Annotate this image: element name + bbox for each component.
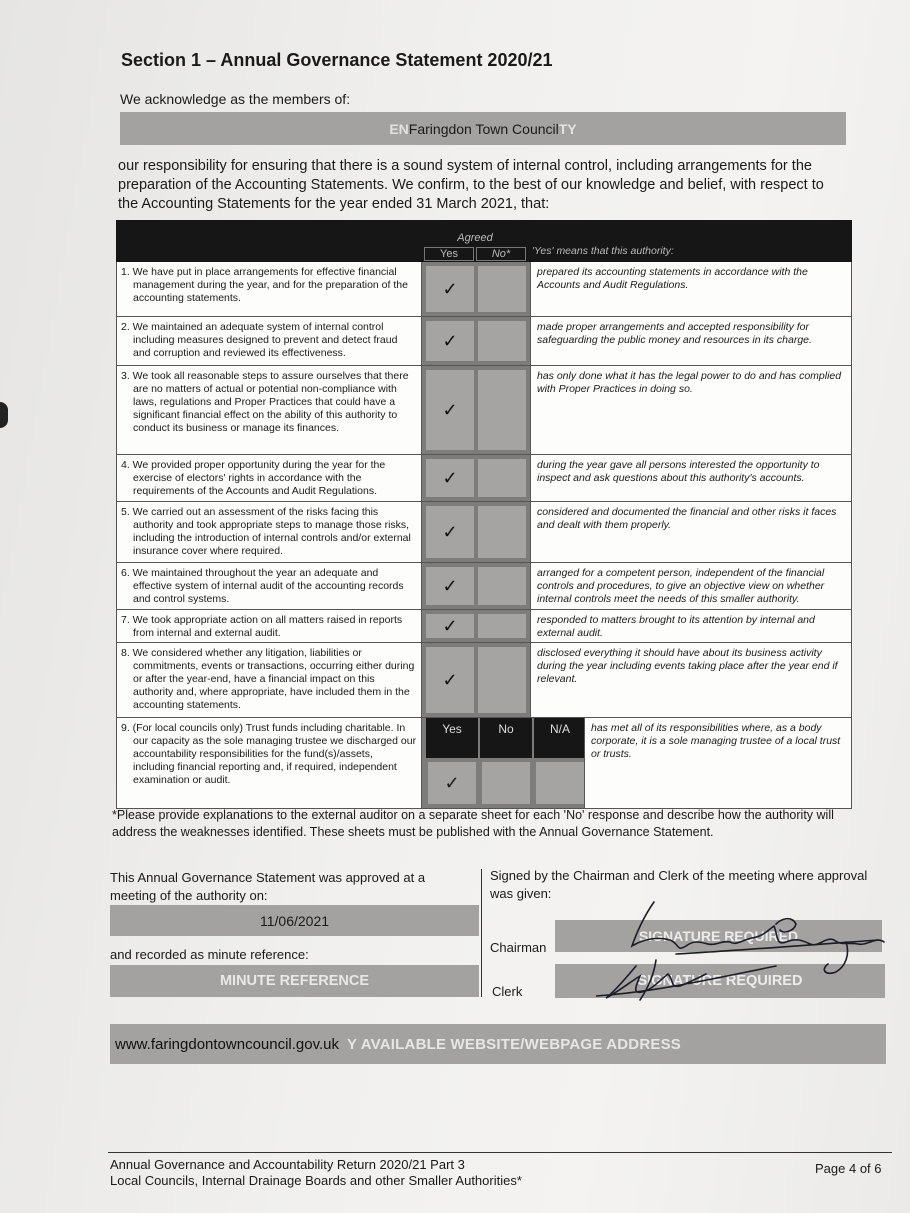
yes-checkbox[interactable]: ✓ — [426, 506, 474, 558]
agreed-header: Agreed — [457, 232, 493, 244]
table-row-trust-funds — [116, 718, 852, 809]
minute-reference-field[interactable] — [110, 965, 479, 997]
footer-divider — [108, 1152, 892, 1153]
means-text: has met all of its responsibilities where, as a body corporate, it is a sole managing trustee of a local trust or trusts. — [584, 718, 852, 808]
means-text: arranged for a competent person, independent of the financial controls and procedures, to give an objective view on whether internal controls meet the needs of this smaller authority. — [530, 563, 852, 609]
approved-text: This Annual Governance Statement was approved at a meeting of the authority on: — [110, 870, 426, 903]
website-url: www.faringdontowncouncil.gov.uk — [115, 1035, 340, 1053]
page-number: Page 4 of 6 — [815, 1161, 882, 1176]
table-row — [116, 502, 852, 563]
table-row — [116, 366, 852, 455]
statement-text: 4. We provided proper opportunity during the year for the exercise of electors' rights in accordance with the requirements of the Accounts and Audit Regulations. — [116, 455, 422, 501]
no-checkbox[interactable] — [478, 266, 526, 312]
means-text: during the year gave all persons interested the opportunity to inspect and ask questions about this authority's accounts. — [530, 455, 852, 501]
means-header: 'Yes' means that this authority: — [532, 245, 674, 257]
means-text: responded to matters brought to its attention by internal and external audit. — [530, 610, 852, 642]
table-row — [116, 262, 852, 317]
trust-no-checkbox[interactable] — [482, 762, 530, 804]
means-text: disclosed everything it should have about its business activity during the year including events taking place after the year end if relevant. — [530, 643, 852, 717]
statement-text: 7. We took appropriate action on all matters raised in reports from internal and external audit. — [116, 610, 422, 642]
footer-text — [110, 1157, 522, 1189]
means-text: prepared its accounting statements in accordance with the Accounts and Audit Regulations. — [530, 262, 852, 316]
meeting-date-value: 11/06/2021 — [259, 912, 330, 929]
no-checkbox[interactable] — [478, 614, 526, 638]
trust-na-checkbox[interactable] — [536, 762, 584, 804]
no-checkbox[interactable] — [478, 506, 526, 558]
entity-faint-right: TY — [558, 120, 577, 137]
table-row — [116, 455, 852, 502]
entity-faint-left: EN — [389, 120, 409, 137]
entity-name-field[interactable] — [120, 112, 846, 145]
yes-checkbox[interactable]: ✓ — [426, 459, 474, 497]
chairman-label: Chairman — [490, 940, 547, 955]
minute-reference-placeholder: MINUTE REFERENCE — [219, 973, 370, 989]
means-text: has only done what it has the legal power to do and has complied with Proper Practices in doing so. — [530, 366, 852, 454]
table-row — [116, 610, 852, 643]
clerk-signature-placeholder: SIGNATURE REQUIRED — [637, 973, 803, 989]
website-field[interactable] — [110, 1024, 886, 1064]
no-checkbox[interactable] — [478, 370, 526, 450]
footer-line-2: Local Councils, Internal Drainage Boards and other Smaller Authorities* — [110, 1173, 522, 1188]
trust-no-header: No — [480, 718, 532, 758]
footnote: *Please provide explanations to the external auditor on a separate sheet for each 'No' response and describe how the authority will address the weaknesses identified. These sheets must be published with the Annual Governance Statement. — [112, 808, 834, 839]
chairman-signature-placeholder: SIGNATURE REQUIRED — [638, 928, 799, 944]
entity-name-value: Faringdon Town Council — [408, 120, 559, 137]
no-checkbox[interactable] — [478, 567, 526, 605]
intro-text: We acknowledge as the members of: — [120, 91, 351, 107]
statement-text: 6. We maintained throughout the year an adequate and effective system of internal audit of the accounting records and control systems. — [116, 563, 422, 609]
no-checkbox[interactable] — [478, 459, 526, 497]
yes-checkbox[interactable]: ✓ — [426, 266, 474, 312]
meeting-date-field[interactable] — [110, 905, 479, 936]
no-checkbox[interactable] — [478, 321, 526, 361]
no-header: No* — [476, 247, 526, 261]
statement-text: 9. (For local councils only) Trust funds including charitable. In our capacity as the sole managing trustee we discharged our accountability responsibilities for the fund(s)/assets, including financial reporting and, if required, independent examination or audit. — [116, 718, 422, 808]
section-title: Section 1 – Annual Governance Statement 2020/21 — [121, 50, 553, 70]
yes-checkbox[interactable]: ✓ — [426, 567, 474, 605]
yes-header: Yes — [424, 247, 474, 261]
means-text: considered and documented the financial and other risks it faces and dealt with them properly. — [530, 502, 852, 562]
statement-text: 5. We carried out an assessment of the risks facing this authority and took appropriate steps to manage those risks, including the introduction of internal controls and/or external insurance cover where required. — [116, 502, 422, 562]
yes-checkbox[interactable]: ✓ — [426, 370, 474, 450]
minute-reference-label: and recorded as minute reference: — [110, 947, 309, 962]
statement-text: 8. We considered whether any litigation, liabilities or commitments, events or transactions, occurring either during or after the year-end, have a financial impact on this authority and, where appropriate, have included them in the accounting statements. — [116, 643, 422, 717]
yes-checkbox[interactable]: ✓ — [426, 614, 474, 638]
punch-hole-shadow — [0, 402, 8, 428]
yes-checkbox[interactable]: ✓ — [426, 321, 474, 361]
yes-checkbox[interactable]: ✓ — [426, 647, 474, 713]
footer-line-1: Annual Governance and Accountability Return 2020/21 Part 3 — [110, 1157, 465, 1172]
table-row — [116, 643, 852, 718]
table-header — [116, 220, 852, 262]
trust-yes-header: Yes — [426, 718, 478, 758]
no-checkbox[interactable] — [478, 647, 526, 713]
table-row — [116, 563, 852, 610]
handwritten-signatures — [596, 896, 896, 1006]
website-placeholder: Y AVAILABLE WEBSITE/WEBPAGE ADDRESS — [347, 1035, 681, 1053]
trust-yes-checkbox[interactable]: ✓ — [428, 762, 476, 804]
trust-na-header: N/A — [534, 718, 586, 758]
clerk-label: Clerk — [492, 984, 523, 999]
divider — [481, 869, 482, 997]
statement-text: 2. We maintained an adequate system of internal control including measures designed to prevent and detect fraud and corruption and reviewed its effectiveness. — [116, 317, 422, 365]
responsibility-text: our responsibility for ensuring that there is a sound system of internal control, including arrangements for the preparation of the Accounting Statements. We confirm, to the best of our knowledge and belief, with respect to the Accounting Statements for the year ended 31 March 2021, that: — [118, 158, 824, 212]
governance-table — [116, 220, 852, 809]
statement-text: 1. We have put in place arrangements for effective financial management during the year, and for the preparation of the accounting statements. — [116, 262, 422, 316]
table-row — [116, 317, 852, 366]
signed-text: Signed by the Chairman and Clerk of the meeting where approval was given: — [490, 868, 868, 901]
means-text: made proper arrangements and accepted responsibility for safeguarding the public money and resources in its charge. — [530, 317, 852, 365]
statement-text: 3. We took all reasonable steps to assure ourselves that there are no matters of actual or potential non-compliance with laws, regulations and Proper Practices that could have a significant financial effect on the ability of this authority to conduct its business or manage its finances. — [116, 366, 422, 454]
